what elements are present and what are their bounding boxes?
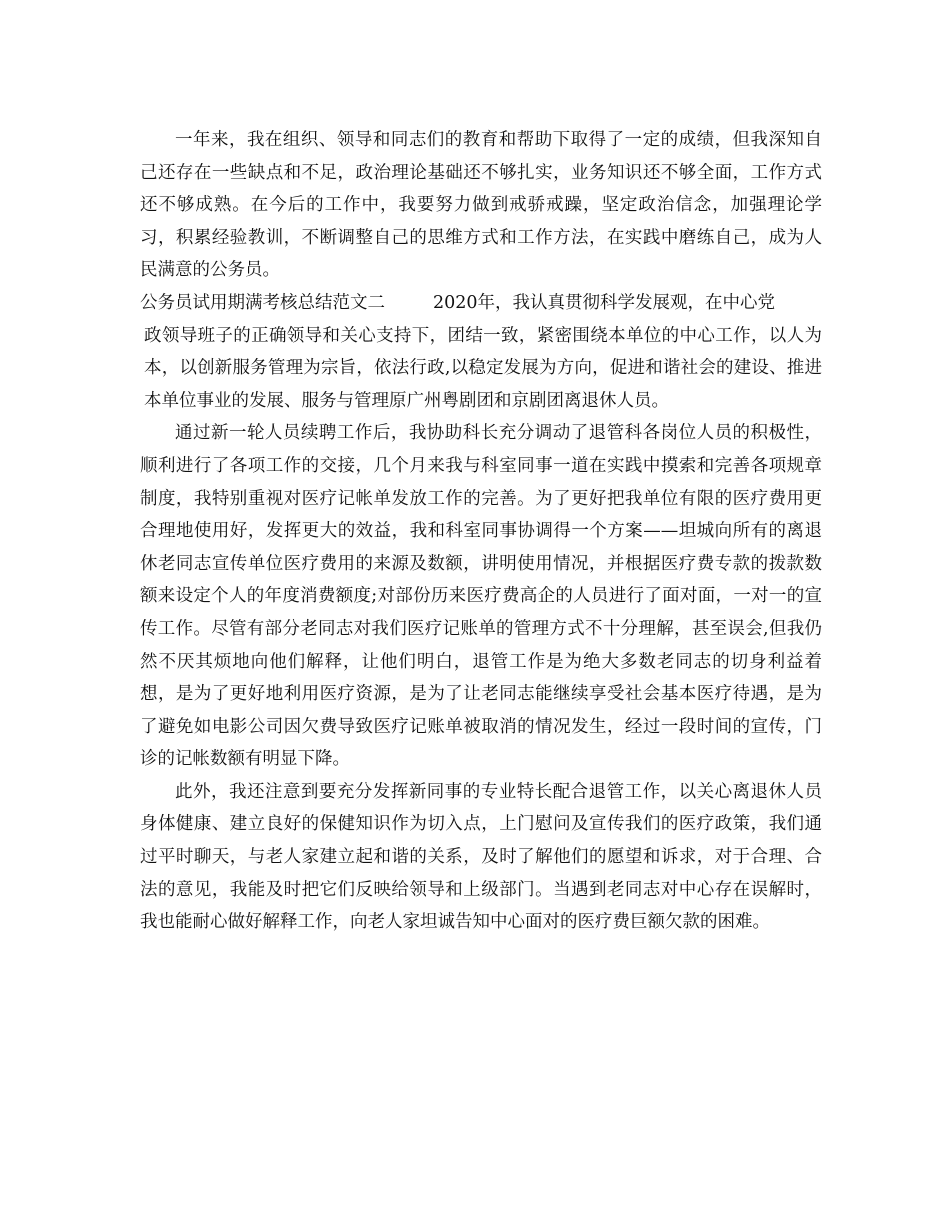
paragraph-lead: 2020年，我认真贯彻科学发展观，在中心党 (433, 292, 776, 313)
section-title: 公务员试用期满考核总结范文二 (140, 292, 385, 313)
paragraph-outreach: 此外，我还注意到要充分发挥新同事的专业特长配合退管工作，以关心离退休人员身体健康、建立良好的保健知识作为切入点，上门慰问及宣传我们的医疗政策，我们通过平时聊天，与老人家建立起和谐的关系，及时了解他们的愿望和诉求，对于合理、合法的意见，我能及时把它们反映给领导和上级部门。当遇到老同志对中心存在误解时，我也能耐心做好解释工作，向老人家坦诚告知中心面对的医疗费巨额欠款的困难。 (140, 781, 822, 933)
paragraph-summary: 一年来，我在组织、领导和同志们的教育和帮助下取得了一定的成绩，但我深知自己还存在一些缺点和不足，政治理论基础还不够扎实，业务知识还不够全面，工作方式还不够成熟。在今后的工作中，我要努力做到戒骄戒躁，坚定政治信念，加强理论学习，积累经验教训，不断调整自己的思维方式和工作方法，在实践中磨练自己，成为人民满意的公务员。 (140, 130, 822, 281)
section-heading-line (140, 287, 822, 320)
paragraph-medical-billing: 通过新一轮人员续聘工作后，我协助科长充分调动了退管科各岗位人员的积极性，顺利进行了各项工作的交接，几个月来我与科室同事一道在实践中摸索和完善各项规章制度，我特别重视对医疗记帐单发放工作的完善。为了更好把我单位有限的医疗费用更合理地使用好，发挥更大的效益，我和科室同事协调得一个方案——坦城向所有的离退休老同志宣传单位医疗费用的来源及数额，讲明使用情况，并根据医疗费专款的拨款数额来设定个人的年度消费额度;对部份历来医疗费高企的人员进行了面对面，一对一的宣传工作。尽管有部分老同志对我们医疗记账单的管理方式不十分理解，甚至误会,但我仍然不厌其烦地向他们解释，让他们明白，退管工作是为绝大多数老同志的切身利益着想，是为了更好地利用医疗资源，是为了让老同志能继续享受社会基本医疗待遇，是为了避免如电影公司因欠费导致医疗记账单被取消的情况发生，经过一段时间的宣传，门诊的记帐数额有明显下降。 (140, 423, 822, 770)
document-page (140, 124, 822, 939)
paragraph-continuation: 政领导班子的正确领导和关心支持下，团结一致，紧密围绕本单位的中心工作，以人为本，以创新服务管理为宗旨，依法行政,以稳定发展为方向，促进和谐社会的建设、推进本单位事业的发展、服务与管理原广州粤剧团和京剧团离退休人员。 (144, 325, 822, 411)
